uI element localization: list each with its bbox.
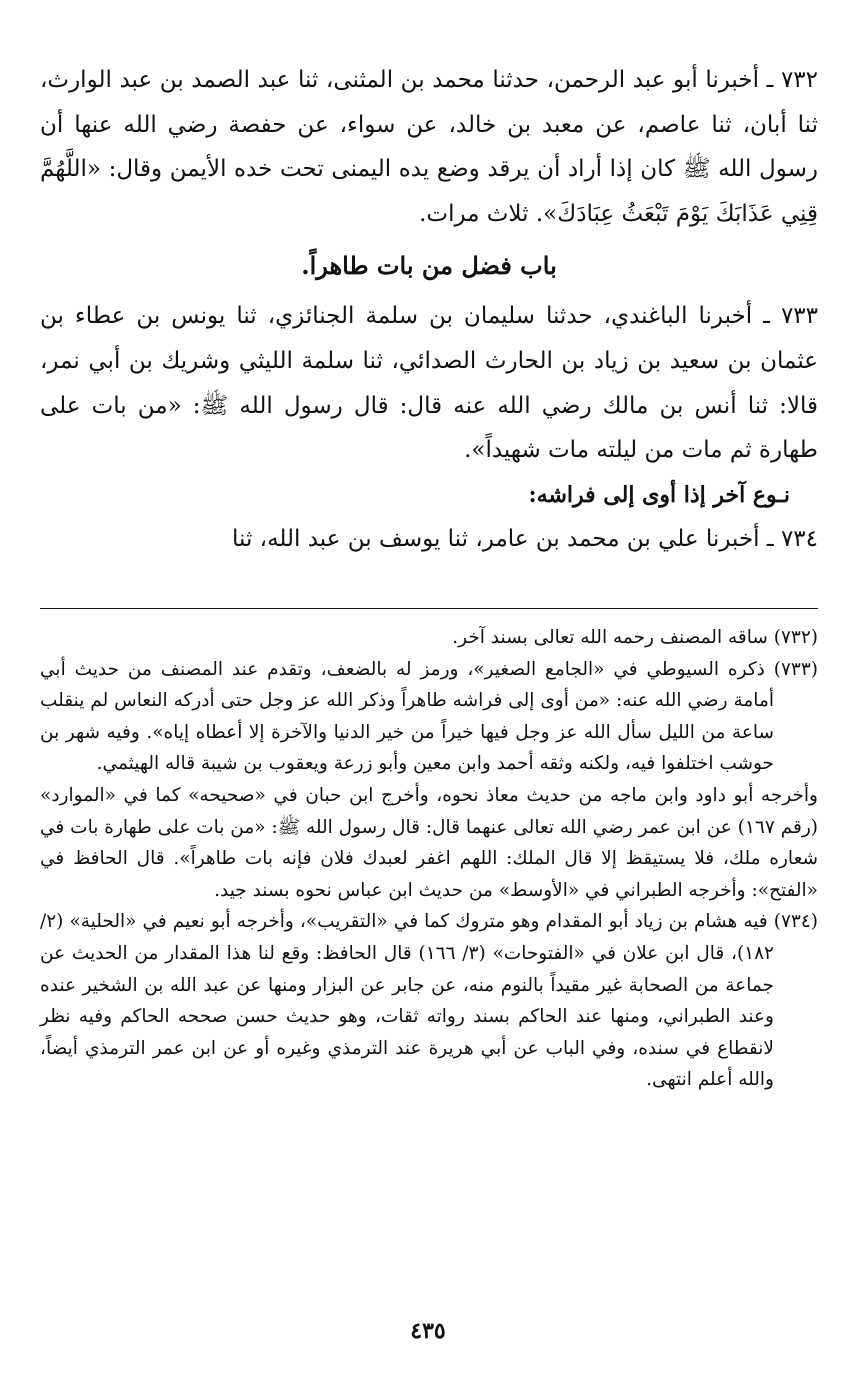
footnote-divider [40, 608, 818, 609]
page-number: ٤٣٥ [410, 1318, 446, 1344]
footnotes-block [40, 622, 818, 1096]
footnote-732: (٧٣٢) ساقه المصنف رحمه الله تعالى بسند آخر. [452, 627, 818, 648]
hadith-732: ٧٣٢ ـ أخبرنا أبو عبد الرحمن، حدثنا محمد بن المثنى، ثنا عبد الصمد بن عبد الوارث، ثنا أبان، ثنا عاصم، عن معبد بن خالد، عن سواء، عن حفصة رضي الله عنها أن رسول الله ﷺ كان إذا أراد أن يرقد وضع يده اليمنى تحت خده الأيمن وقال: «اللَّهُمَّ قِنِي عَذَابَكَ يَوْمَ تَبْعَثُ عِبَادَكَ». ثلاث مرات. [40, 67, 818, 227]
footnote-733: (٧٣٣) ذكره السيوطي في «الجامع الصغير»، ورمز له بالضعف، وتقدم عند المصنف من حديث أبي أمامة رضي الله عنه: «من أوى إلى فراشه طاهراً وذكر الله عز وجل حتى أدركه النعاس لم ينقلب ساعة من الليل سأل الله عز وجل فيها خيراً من خير الدنيا والآخرة إلا أعطاه إياه». وفيه شهر بن حوشب اختلفوا فيه، ولكنه وثقه أحمد وابن معين وأبو زرعة ويعقوب بن شيبة قاله الهيثمي. [40, 658, 818, 775]
chapter-heading: باب فضل من بات طاهراً. [301, 251, 557, 281]
main-text [40, 58, 818, 561]
footnote-734: (٧٣٤) فيه هشام بن زياد أبو المقدام وهو متروك كما في «التقريب»، وأخرجه أبو نعيم في «الحلية» (٢/ ١٨٢)، قال ابن علان في «الفتوحات» (٣/ ١٦٦) قال الحافظ: وقع لنا هذا المقدار من الحديث عن جماعة من الصحابة غير مقيداً بالنوم منه، عن جابر عن البزار ومنها عن عبد الله بن الشخير عنده وعند الطبراني، ومنها عند الحاكم بسند رواته ثقات، وهو حديث حسن صححه الحاكم وفيه نظر لانقطاع في سنده، وفي الباب عن أبي هريرة عند الترمذي وغيره أو عن ابن عمر الترمذي أيضاً، والله أعلم انتهى. [40, 911, 818, 1091]
footnote-733-continued: وأخرجه أبو داود وابن ماجه من حديث معاذ نحوه، وأخرج ابن حبان في «صحيحه» كما في «الموارد» (رقم ١٦٧) عن ابن عمر رضي الله تعالى عنهما قال: قال رسول الله ﷺ: «من بات على طهارة بات في شعاره ملك، فلا يستيقظ إلا قال الملك: اللهم اغفر لعبدك فلان فإنه بات طاهراً». قال الحافظ في «الفتح»: وأخرجه الطبراني في «الأوسط» من حديث ابن عباس نحوه بسند جيد. [40, 784, 818, 901]
hadith-733: ٧٣٣ ـ أخبرنا الباغندي، حدثنا سليمان بن سلمة الجنائزي، ثنا يونس بن عطاء بن عثمان بن سعيد بن زياد بن الحارث الصدائي، ثنا سلمة الليثي وشريك بن أبي نمر، قالا: ثنا أنس بن مالك رضي الله عنه قال: قال رسول الله ﷺ: «من بات على طهارة ثم مات من ليلته مات شهيداً». [40, 303, 818, 464]
main-text-block [40, 58, 818, 561]
hadith-734: ٧٣٤ ـ أخبرنا علي بن محمد بن عامر، ثنا يوسف بن عبد الله، ثنا [232, 525, 818, 552]
section-subheading: نـوع آخر إذا أوى إلى فراشه: [528, 481, 790, 508]
